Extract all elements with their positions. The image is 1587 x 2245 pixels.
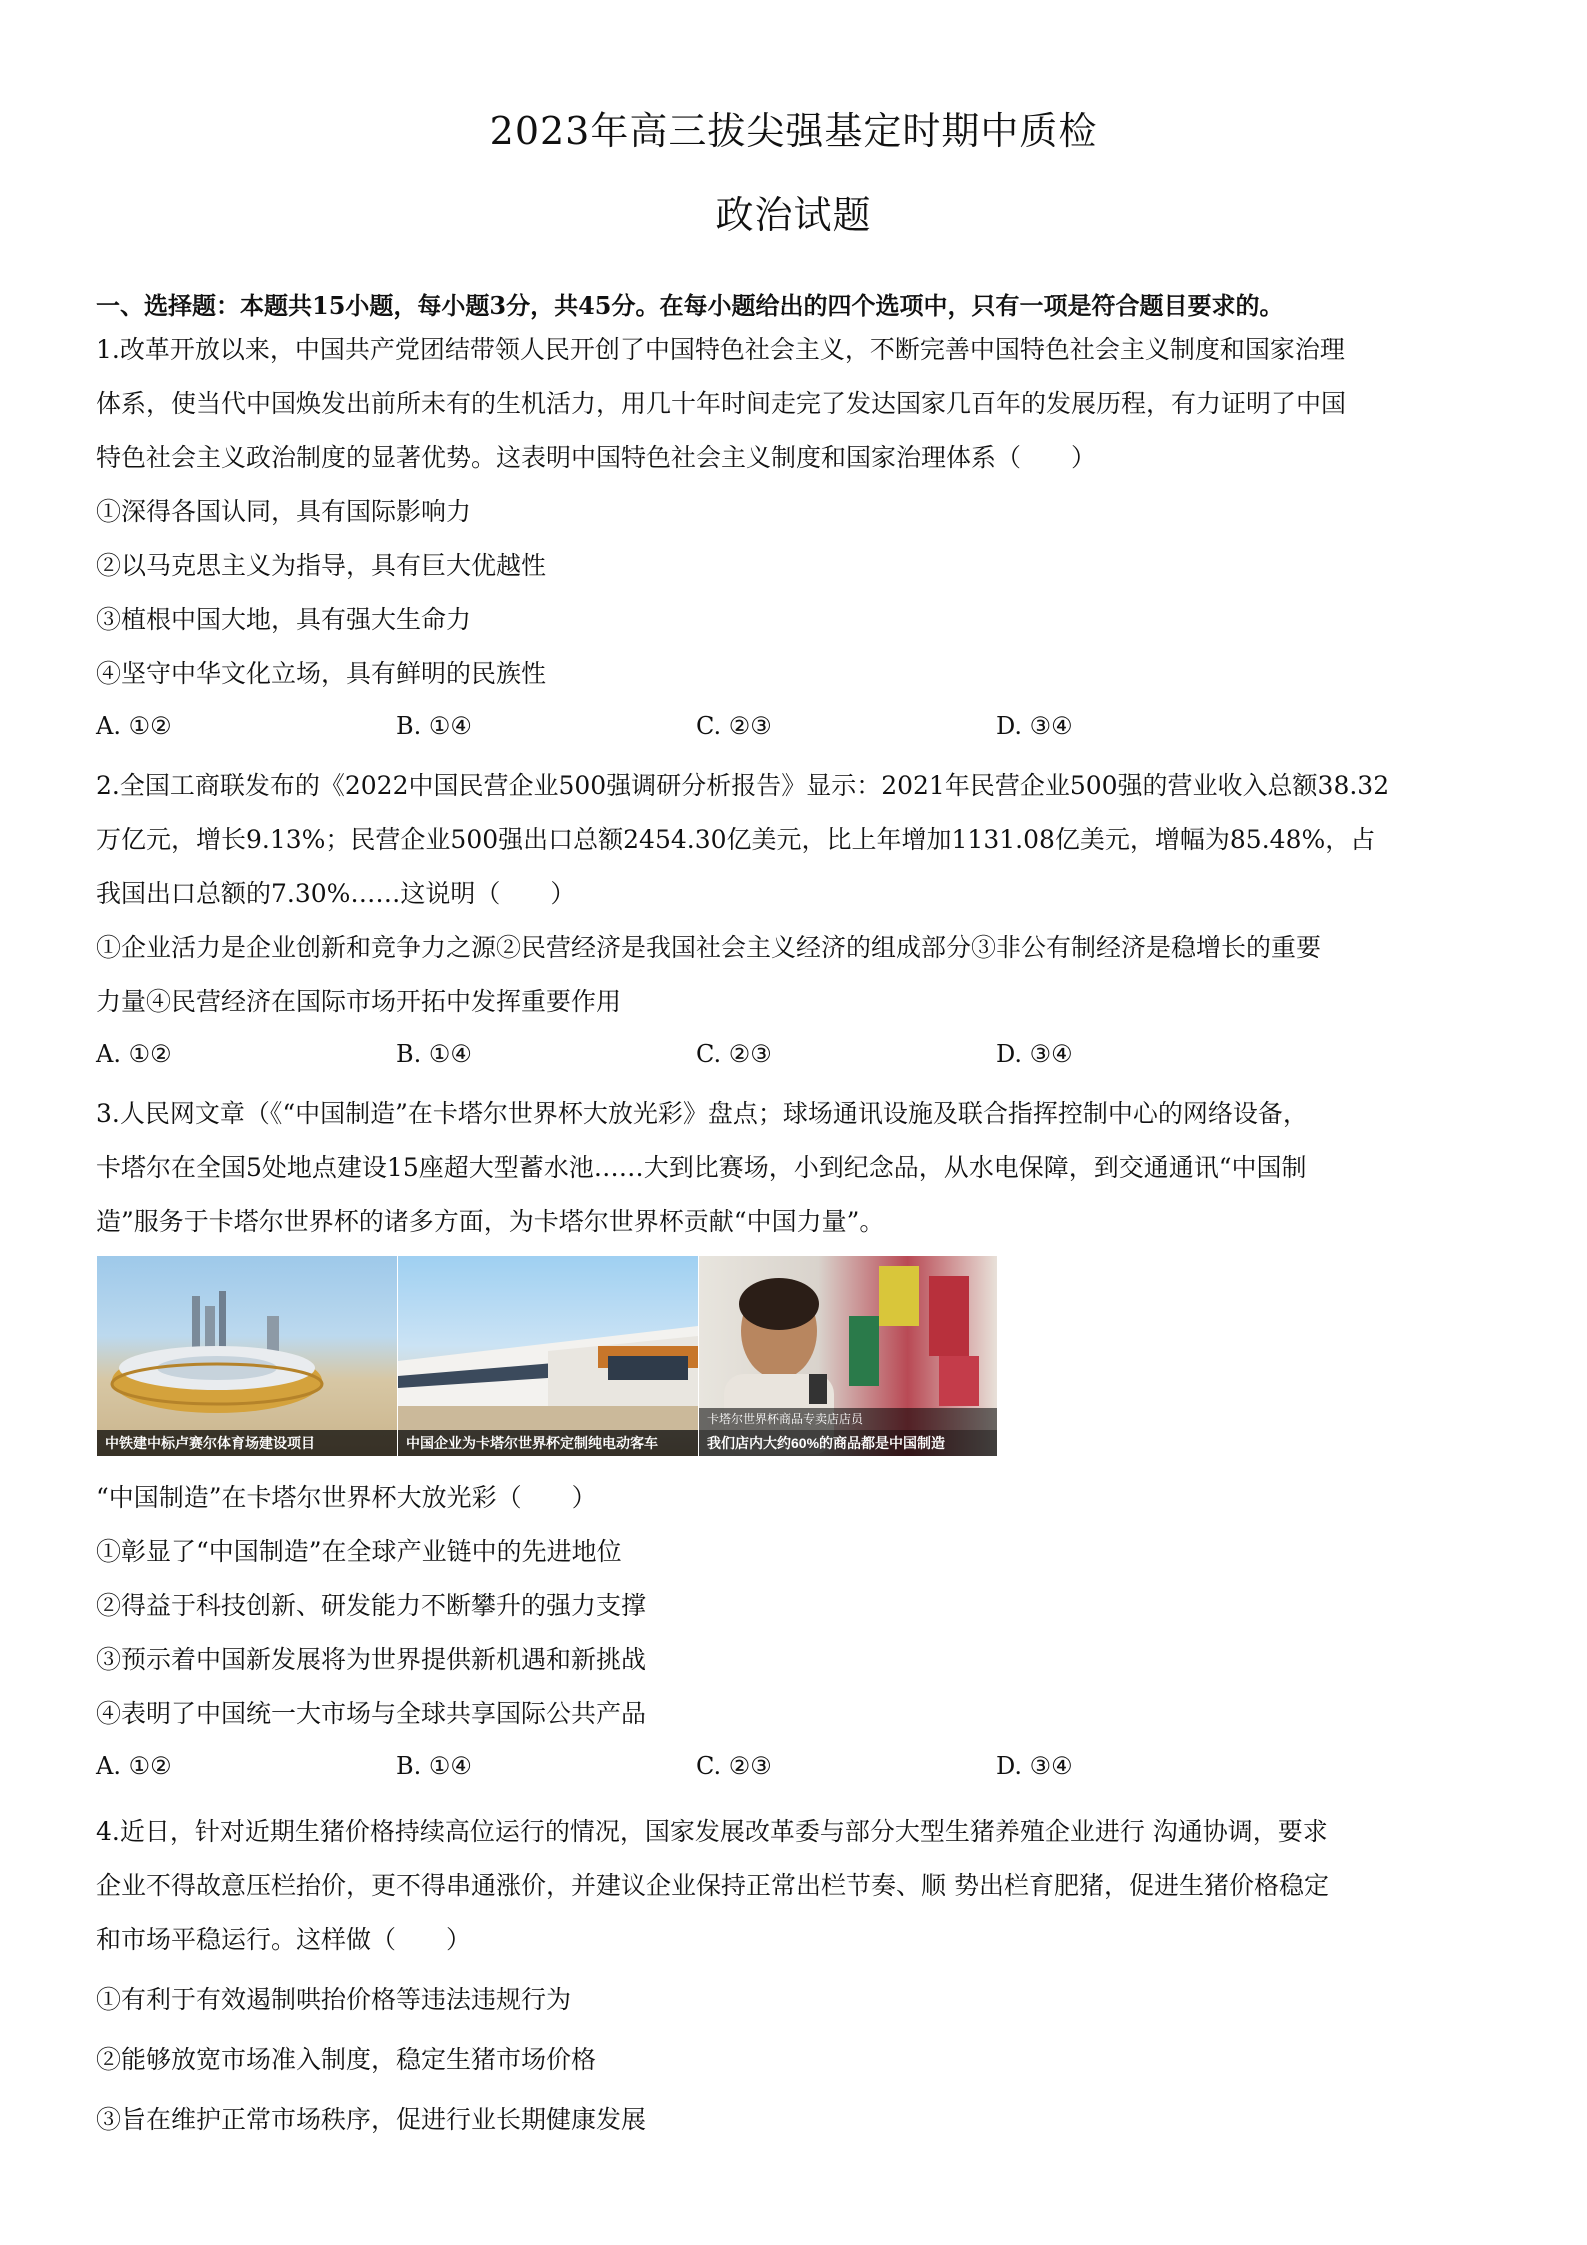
q3-stem: “中国制造”在卡塔尔世界杯大放光彩（ ） xyxy=(96,1483,597,1512)
q3-line: 3.人民网文章（《“中国制造”在卡塔尔世界杯大放光彩》盘点；球场通讯设施及联合指挥控制中心的网络设备， xyxy=(96,1099,1308,1128)
option-c: C. ②③ xyxy=(696,712,772,740)
q4-statement: ①有利于有效遏制哄抬价格等违法违规行为 xyxy=(96,1985,572,2014)
photo-caption: 中国企业为卡塔尔世界杯定制纯电动客车 xyxy=(398,1430,698,1456)
section-heading: 一、选择题：本题共15小题，每小题3分，共45分。在每小题给出的四个选项中，只有一项是符合题目要求的。 xyxy=(96,291,1284,320)
photo-caption-top: 卡塔尔世界杯商品专卖店店员 xyxy=(699,1408,997,1430)
q4-line: 和市场平稳运行。这样做（ ） xyxy=(96,1925,472,1954)
option-d: D. ③④ xyxy=(996,1040,1073,1068)
q4-statement: ③旨在维护正常市场秩序，促进行业长期健康发展 xyxy=(96,2105,647,2134)
q3-line: 卡塔尔在全国5处地点建设15座超大型蓄水池……大到比赛场，小到纪念品，从水电保障，到交通通讯“中国制 xyxy=(96,1153,1307,1182)
q1-statement: ③植根中国大地，具有强大生命力 xyxy=(96,605,472,634)
q3-statement: ③预示着中国新发展将为世界提供新机遇和新挑战 xyxy=(96,1645,647,1674)
option-c: C. ②③ xyxy=(696,1752,772,1780)
q3-statement: ④表明了中国统一大市场与全球共享国际公共产品 xyxy=(96,1699,647,1728)
q2-line: 力量④民营经济在国际市场开拓中发挥重要作用 xyxy=(96,987,622,1016)
option-a: A. ①② xyxy=(96,1752,172,1780)
option-d: D. ③④ xyxy=(996,712,1073,740)
photo-caption: 中铁建中标卢赛尔体育场建设项目 xyxy=(97,1430,397,1456)
shop-clerk-photo xyxy=(699,1256,997,1456)
q4-line: 企业不得故意压栏抬价，更不得串通涨价，并建议企业保持正常出栏节奏、顺 势出栏育肥猪，促进生猪价格稳定 xyxy=(96,1871,1329,1900)
stadium-photo xyxy=(97,1256,397,1456)
photo-strip xyxy=(97,1256,998,1456)
option-b: B. ①④ xyxy=(396,1040,472,1068)
q2-options xyxy=(96,1040,1296,1068)
stadium-illustration xyxy=(97,1256,397,1456)
q1-line: 体系，使当代中国焕发出前所未有的生机活力，用几十年时间走完了发达国家几百年的发展历程，有力证明了中国 xyxy=(96,389,1347,418)
q3-statement: ①彰显了“中国制造”在全球产业链中的先进地位 xyxy=(96,1537,622,1566)
option-a: A. ①② xyxy=(96,1040,172,1068)
q1-statement: ④坚守中华文化立场，具有鲜明的民族性 xyxy=(96,659,547,688)
option-b: B. ①④ xyxy=(396,1752,472,1780)
photo-caption: 我们店内大约60%的商品都是中国制造 xyxy=(699,1430,997,1456)
q2-line: 我国出口总额的7.30%……这说明（ ） xyxy=(96,879,576,908)
buses-illustration xyxy=(398,1256,698,1456)
q2-line: ①企业活力是企业创新和竞争力之源②民营经济是我国社会主义经济的组成部分③非公有制经济是稳增长的重要 xyxy=(96,933,1322,962)
option-b: B. ①④ xyxy=(396,712,472,740)
q2-line: 万亿元，增长9.13%；民营企业500强出口总额2454.30亿美元，比上年增加1131.08亿美元，增幅为85.48%，占 xyxy=(96,825,1376,854)
q4-line: 4.近日，针对近期生猪价格持续高位运行的情况，国家发展改革委与部分大型生猪养殖企业进行 沟通协调，要求 xyxy=(96,1817,1328,1846)
bus-photo xyxy=(398,1256,698,1456)
option-c: C. ②③ xyxy=(696,1040,772,1068)
q3-statement: ②得益于科技创新、研发能力不断攀升的强力支撑 xyxy=(96,1591,647,1620)
exam-title: 2023年高三拔尖强基定时期中质检 xyxy=(489,109,1098,153)
exam-subtitle: 政治试题 xyxy=(715,193,872,237)
q1-statement: ①深得各国认同，具有国际影响力 xyxy=(96,497,472,526)
q4-statement: ②能够放宽市场准入制度，稳定生猪市场价格 xyxy=(96,2045,597,2074)
q1-statement: ②以马克思主义为指导，具有巨大优越性 xyxy=(96,551,547,580)
q1-line: 1.改革开放以来，中国共产党团结带领人民开创了中国特色社会主义，不断完善中国特色社会主义制度和国家治理 xyxy=(96,335,1345,364)
q3-line: 造”服务于卡塔尔世界杯的诸多方面，为卡塔尔世界杯贡献“中国力量”。 xyxy=(96,1207,885,1236)
q1-line: 特色社会主义政治制度的显著优势。这表明中国特色社会主义制度和国家治理体系（ ） xyxy=(96,443,1097,472)
q2-line: 2.全国工商联发布的《2022中国民营企业500强调研分析报告》显示：2021年民营企业500强的营业收入总额38.32 xyxy=(96,771,1390,800)
q3-options xyxy=(96,1752,1296,1780)
q1-options xyxy=(96,712,1296,740)
option-d: D. ③④ xyxy=(996,1752,1073,1780)
option-a: A. ①② xyxy=(96,712,172,740)
